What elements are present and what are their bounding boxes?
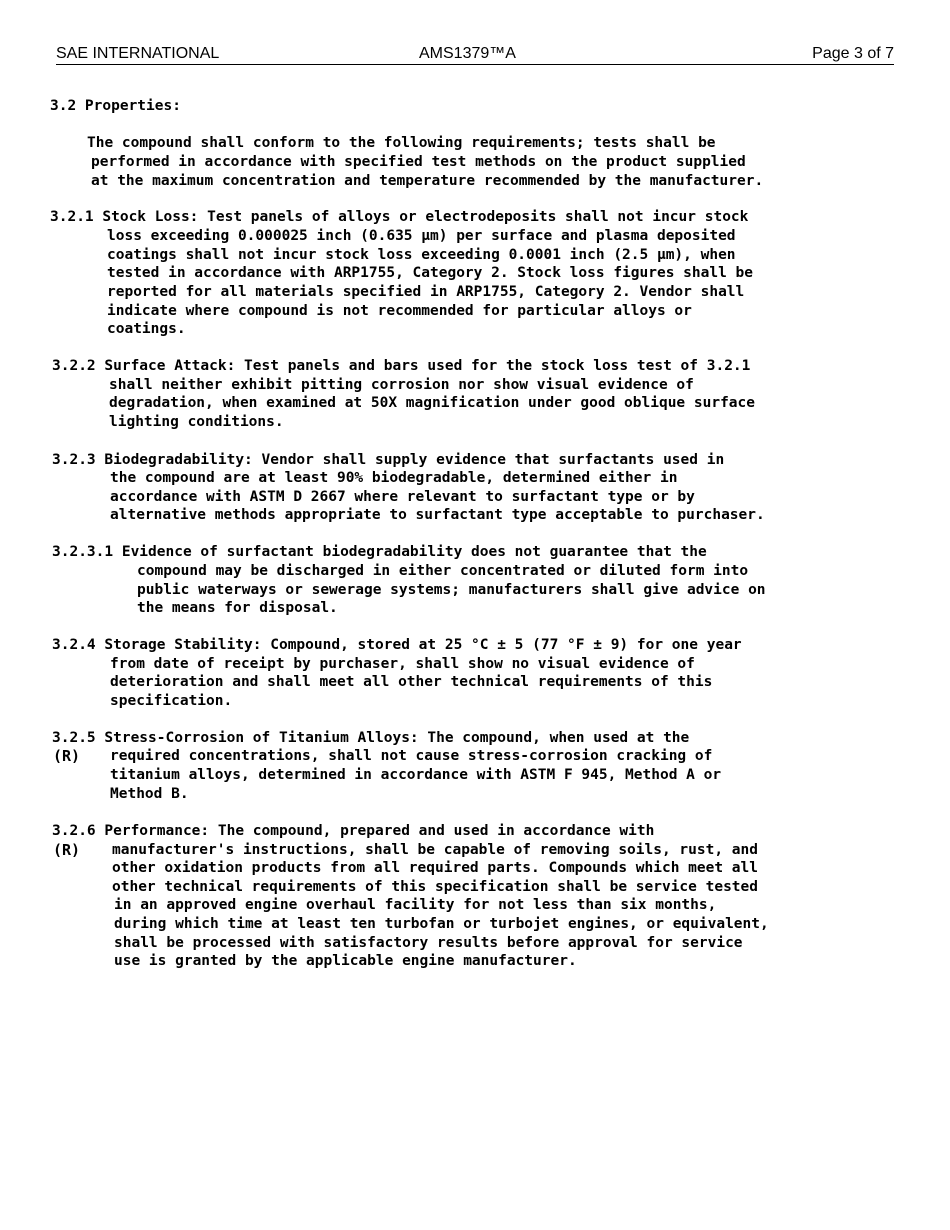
paragraph-line: The compound shall conform to the following requirements; tests shall be	[87, 135, 716, 151]
paragraph-line: required concentrations, shall not cause stress-corrosion cracking of	[110, 748, 713, 764]
paragraph-line: the means for disposal.	[137, 600, 338, 616]
paragraph-line: shall neither exhibit pitting corrosion nor show visual evidence of	[109, 377, 694, 393]
paragraph-line: at the maximum concentration and temperature recommended by the manufacturer.	[91, 173, 764, 189]
paragraph-line: reported for all materials specified in ARP1755, Category 2. Vendor shall	[107, 284, 745, 300]
paragraph-line: 3.2.1 Stock Loss: Test panels of alloys or electrodeposits shall not incur stock	[50, 209, 749, 225]
revision-mark: (R)	[53, 841, 81, 859]
paragraph-line: during which time at least ten turbofan or turbojet engines, or equivalent,	[114, 916, 769, 932]
paragraph-line: titanium alloys, determined in accordance with ASTM F 945, Method A or	[110, 767, 722, 783]
paragraph-line: 3.2.5 Stress-Corrosion of Titanium Alloys: The compound, when used at the	[52, 730, 690, 746]
paragraph-line: the compound are at least 90% biodegradable, determined either in	[110, 470, 678, 486]
paragraph-line: 3.2.4 Storage Stability: Compound, stored at 25 °C ± 5 (77 °F ± 9) for one year	[52, 637, 742, 653]
paragraph-line: alternative methods appropriate to surfactant type acceptable to purchaser.	[110, 507, 765, 523]
paragraph-line: manufacturer's instructions, shall be capable of removing soils, rust, and	[112, 842, 759, 858]
paragraph-line: 3.2.6 Performance: The compound, prepared and used in accordance with	[52, 823, 655, 839]
paragraph-line: performed in accordance with specified test methods on the product supplied	[91, 154, 746, 170]
paragraph-line: accordance with ASTM D 2667 where relevant to surfactant type or by	[110, 489, 695, 505]
revision-mark: (R)	[53, 747, 81, 765]
paragraph-line: compound may be discharged in either concentrated or diluted form into	[137, 563, 749, 579]
paragraph-line: 3.2.2 Surface Attack: Test panels and bars used for the stock loss test of 3.2.1	[52, 358, 751, 374]
section-heading: 3.2 Properties:	[50, 98, 181, 114]
paragraph-line: loss exceeding 0.000025 inch (0.635 µm) per surface and plasma deposited	[107, 228, 736, 244]
header-page-number: Page 3 of 7	[812, 45, 894, 62]
paragraph-line: in an approved engine overhaul facility for not less than six months,	[114, 897, 717, 913]
paragraph-line: 3.2.3 Biodegradability: Vendor shall supply evidence that surfactants used in	[52, 452, 725, 468]
paragraph-line: Method B.	[110, 786, 189, 802]
paragraph-line: coatings shall not incur stock loss exceeding 0.0001 inch (2.5 µm), when	[107, 247, 736, 263]
paragraph-line: from date of receipt by purchaser, shall show no visual evidence of	[110, 656, 695, 672]
page-header	[56, 44, 894, 65]
header-organization: SAE INTERNATIONAL	[56, 45, 220, 62]
paragraph-line: deterioration and shall meet all other technical requirements of this	[110, 674, 713, 690]
paragraph-line: other oxidation products from all required parts. Compounds which meet all	[112, 860, 759, 876]
paragraph-line: specification.	[110, 693, 233, 709]
header-document-id: AMS1379™A	[419, 45, 516, 62]
paragraph-line: other technical requirements of this specification shall be service tested	[112, 879, 759, 895]
paragraph-line: shall be processed with satisfactory results before approval for service	[114, 935, 743, 951]
paragraph-line: 3.2.3.1 Evidence of surfactant biodegradability does not guarantee that the	[52, 544, 707, 560]
paragraph-line: coatings.	[107, 321, 186, 337]
paragraph-line: indicate where compound is not recommended for particular alloys or	[107, 303, 692, 319]
paragraph-line: tested in accordance with ARP1755, Category 2. Stock loss figures shall be	[107, 265, 754, 281]
paragraph-line: public waterways or sewerage systems; manufacturers shall give advice on	[137, 582, 766, 598]
paragraph-line: use is granted by the applicable engine manufacturer.	[114, 953, 577, 969]
paragraph-line: lighting conditions.	[109, 414, 284, 430]
paragraph-line: degradation, when examined at 50X magnification under good oblique surface	[109, 395, 756, 411]
